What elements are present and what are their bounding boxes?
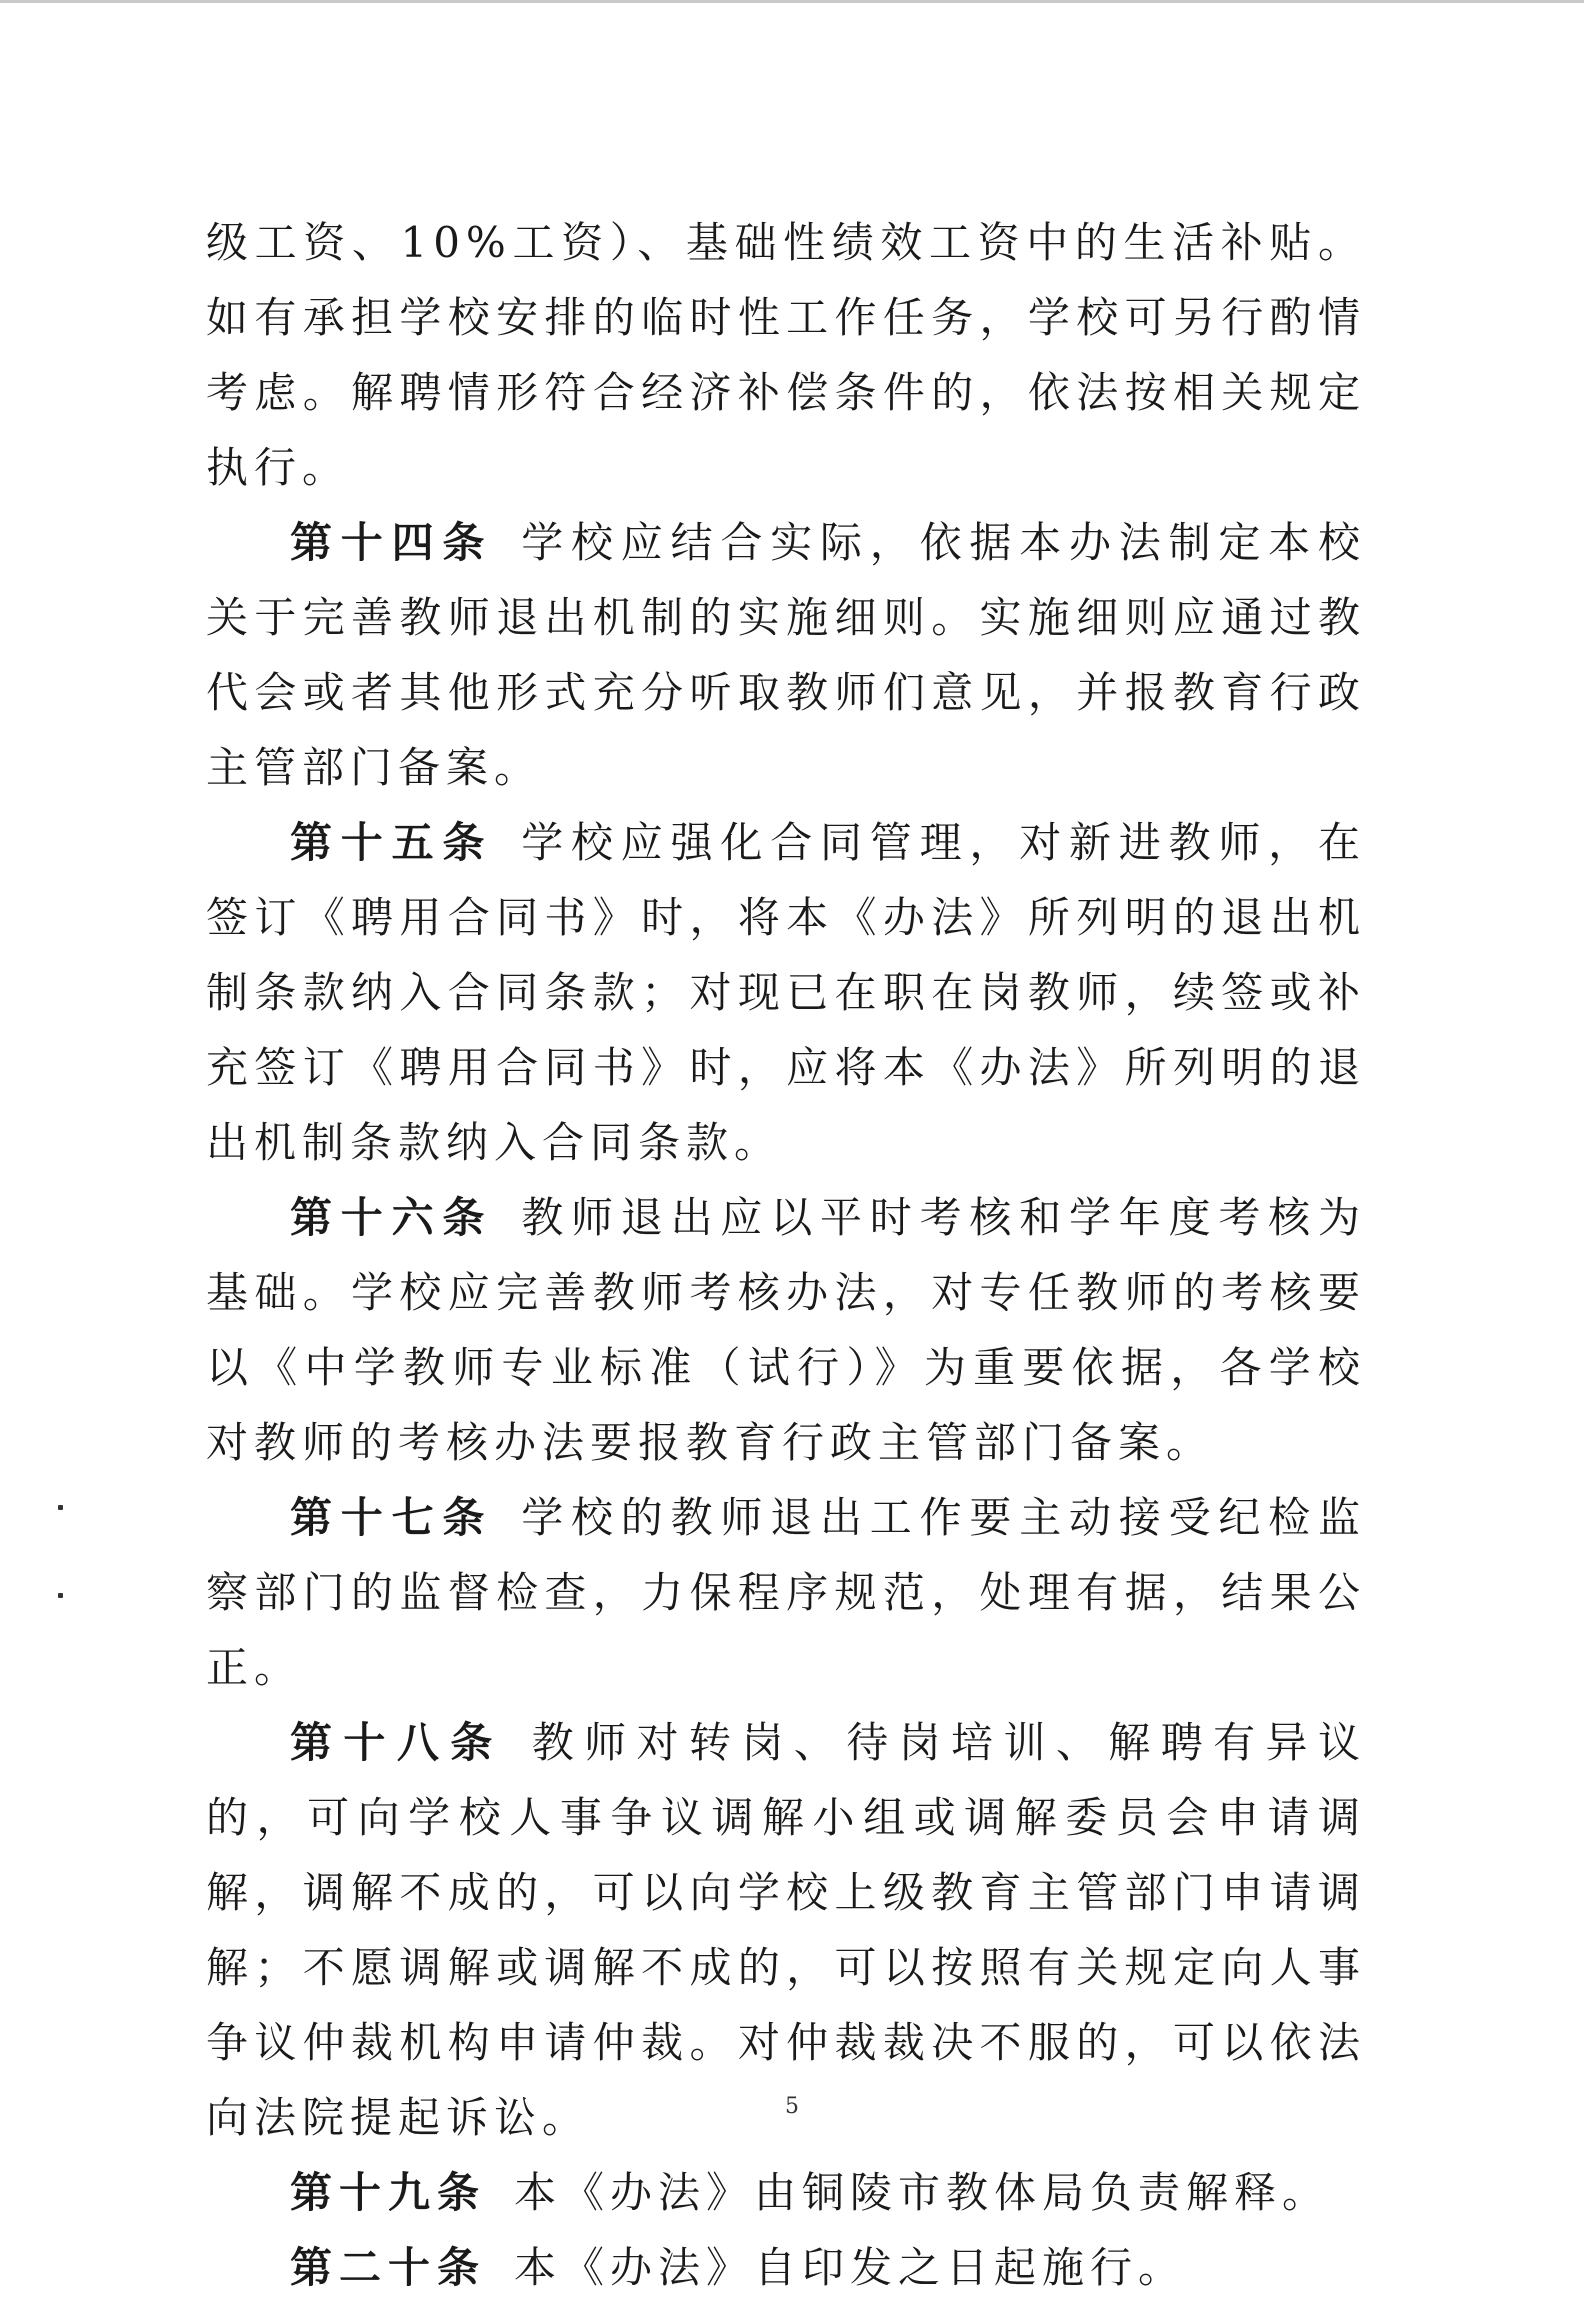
page-number: 5 bbox=[785, 2094, 799, 2119]
article-text: 学校的教师退出工作要主动接受纪检监察部门的监督检查，力保程序规范，处理有据，结果公正。 bbox=[206, 1493, 1366, 1692]
article-number: 第二十条 bbox=[290, 2243, 487, 2292]
document-body bbox=[206, 205, 1366, 2305]
article-text: 教师退出应以平时考核和学年度考核为基础。学校应完善教师考核办法，对专任教师的考核要以《中学教师专业标准（试行）》为重要依据，各学校对教师的考核办法要报教育行政主管部门备案。 bbox=[206, 1193, 1366, 1467]
article-text: 学校应结合实际，依据本办法制定本校关于完善教师退出机制的实施细则。实施细则应通过教代会或者其他形式充分听取教师们意见，并报教育行政主管部门备案。 bbox=[206, 518, 1366, 792]
article-number: 第十四条 bbox=[290, 518, 494, 567]
binding-hole-mark bbox=[58, 1505, 63, 1510]
article-19 bbox=[206, 2155, 1366, 2230]
paragraph-text: 级工资、10%工资）、基础性绩效工资中的生活补贴。如有承担学校安排的临时性工作任务，学校可另行酌情考虑。解聘情形符合经济补偿条件的，依法按相关规定执行。 bbox=[206, 218, 1366, 492]
scan-top-edge bbox=[0, 0, 1584, 3]
article-number: 第十九条 bbox=[290, 2168, 487, 2217]
article-20 bbox=[206, 2230, 1366, 2305]
article-text: 本《办法》由铜陵市教体局负责解释。 bbox=[514, 2168, 1331, 2217]
article-number: 第十七条 bbox=[290, 1493, 494, 1542]
article-14 bbox=[206, 505, 1366, 805]
article-text: 教师对转岗、待岗培训、解聘有异议的，可向学校人事争议调解小组或调解委员会申请调解，调解不成的，可以向学校上级教育主管部门申请调解；不愿调解或调解不成的，可以按照有关规定向人事争议仲裁机构申请仲裁。对仲裁裁决不服的，可以依法向法院提起诉讼。 bbox=[206, 1718, 1366, 2142]
article-15 bbox=[206, 805, 1366, 1180]
binding-hole-mark bbox=[58, 1593, 63, 1598]
article-number: 第十五条 bbox=[290, 818, 494, 867]
article-18 bbox=[206, 1705, 1366, 2155]
article-17 bbox=[206, 1480, 1366, 1705]
article-number: 第十八条 bbox=[290, 1718, 504, 1767]
article-text: 本《办法》自印发之日起施行。 bbox=[514, 2243, 1187, 2292]
article-16 bbox=[206, 1180, 1366, 1480]
article-text: 学校应强化合同管理，对新进教师，在签订《聘用合同书》时，将本《办法》所列明的退出机制条款纳入合同条款；对现已在职在岗教师，续签或补充签订《聘用合同书》时，应将本《办法》所列明的退出机制条款纳入合同条款。 bbox=[206, 818, 1366, 1167]
article-number: 第十六条 bbox=[290, 1193, 494, 1242]
paragraph-continuation bbox=[206, 205, 1366, 505]
